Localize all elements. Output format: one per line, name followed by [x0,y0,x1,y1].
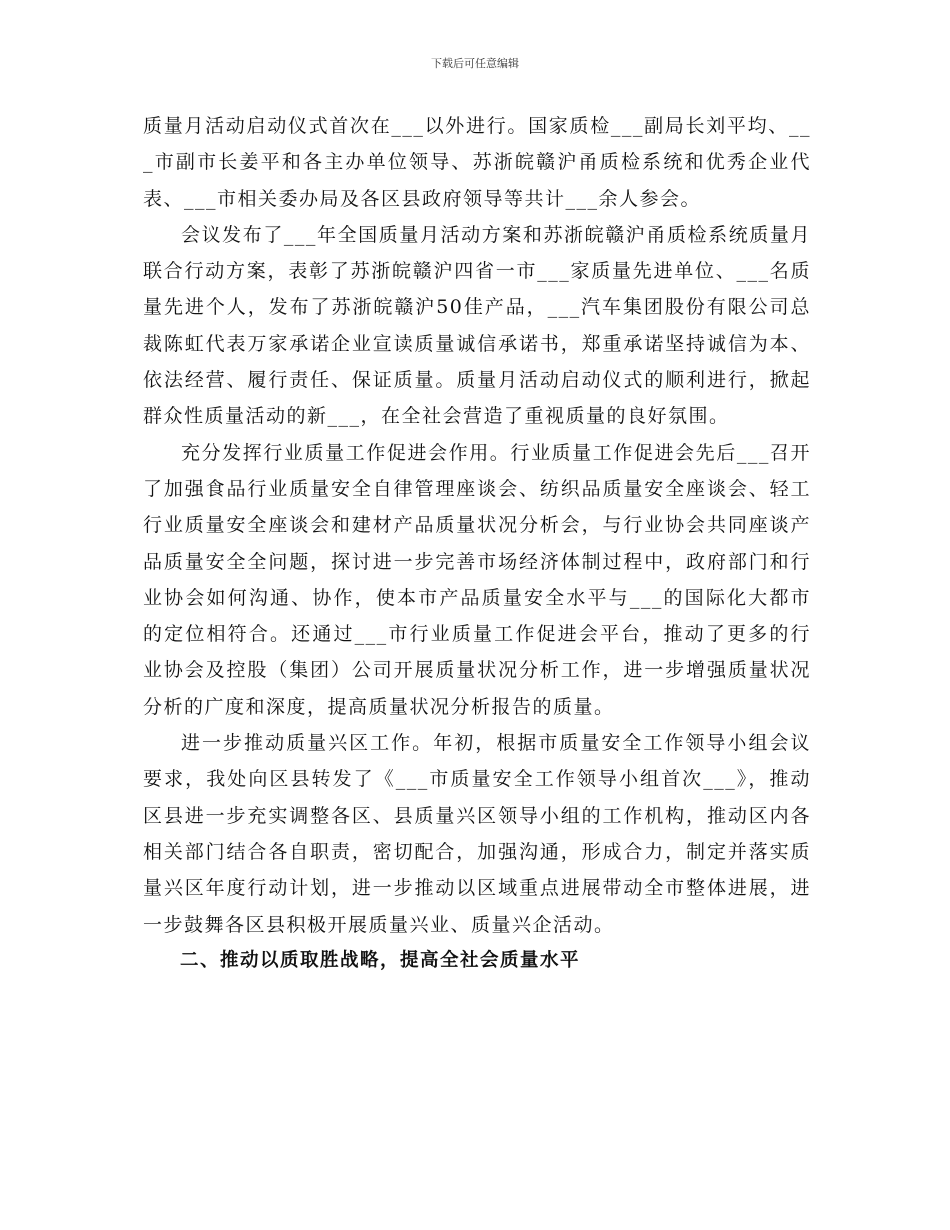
section-heading: 二、推动以质取胜战略，提高全社会质量水平 [180,949,581,971]
document-body [143,108,811,979]
paragraph-1: 质量月活动启动仪式首次在___以外进行。国家质检___副局长刘平均、___市副市长姜平和各主办单位领导、苏浙皖赣沪甬质检系统和优秀企业代表、___市相关委办局及各区县政府领导等共计___余人参会。 [143,115,811,210]
page-header: 下载后可任意编辑 [431,57,519,70]
paragraph-3: 充分发挥行业质量工作促进会作用。行业质量工作促进会先后___召开了加强食品行业质量安全自律管理座谈会、纺织品质量安全座谈会、轻工行业质量安全座谈会和建材产品质量状况分析会，与行业协会共同座谈产品质量安全全问题，探讨进一步完善市场经济体制过程中，政府部门和行业协会如何沟通、协作，使本市产品质量安全水平与___的国际化大都市的定位相符合。还通过___市行业质量工作促进会平台，推动了更多的行业协会及控股（集团）公司开展质量状况分析工作，进一步增强质量状况分析的广度和深度，提高质量状况分析报告的质量。 [143,441,811,718]
paragraph-4: 进一步推动质量兴区工作。年初，根据市质量安全工作领导小组会议要求，我处向区县转发了《___市质量安全工作领导小组首次___》，推动区县进一步充实调整各区、县质量兴区领导小组的工作机构，推动区内各相关部门结合各自职责，密切配合，加强沟通，形成合力，制定并落实质量兴区年度行动计划，进一步推动以区域重点进展带动全市整体进展，进一步鼓舞各区县积极开展质量兴业、质量兴企活动。 [143,732,811,936]
paragraph-2: 会议发布了___年全国质量月活动方案和苏浙皖赣沪甬质检系统质量月联合行动方案，表彰了苏浙皖赣沪四省一市___家质量先进单位、___名质量先进个人，发布了苏浙皖赣沪50佳产品，___汽车集团股份有限公司总裁陈虹代表万家承诺企业宣读质量诚信承诺书，郑重承诺坚持诚信为本、依法经营、履行责任、保证质量。质量月活动启动仪式的顺利进行，掀起群众性质量活动的新___，在全社会营造了重视质量的良好氛围。 [143,223,811,428]
